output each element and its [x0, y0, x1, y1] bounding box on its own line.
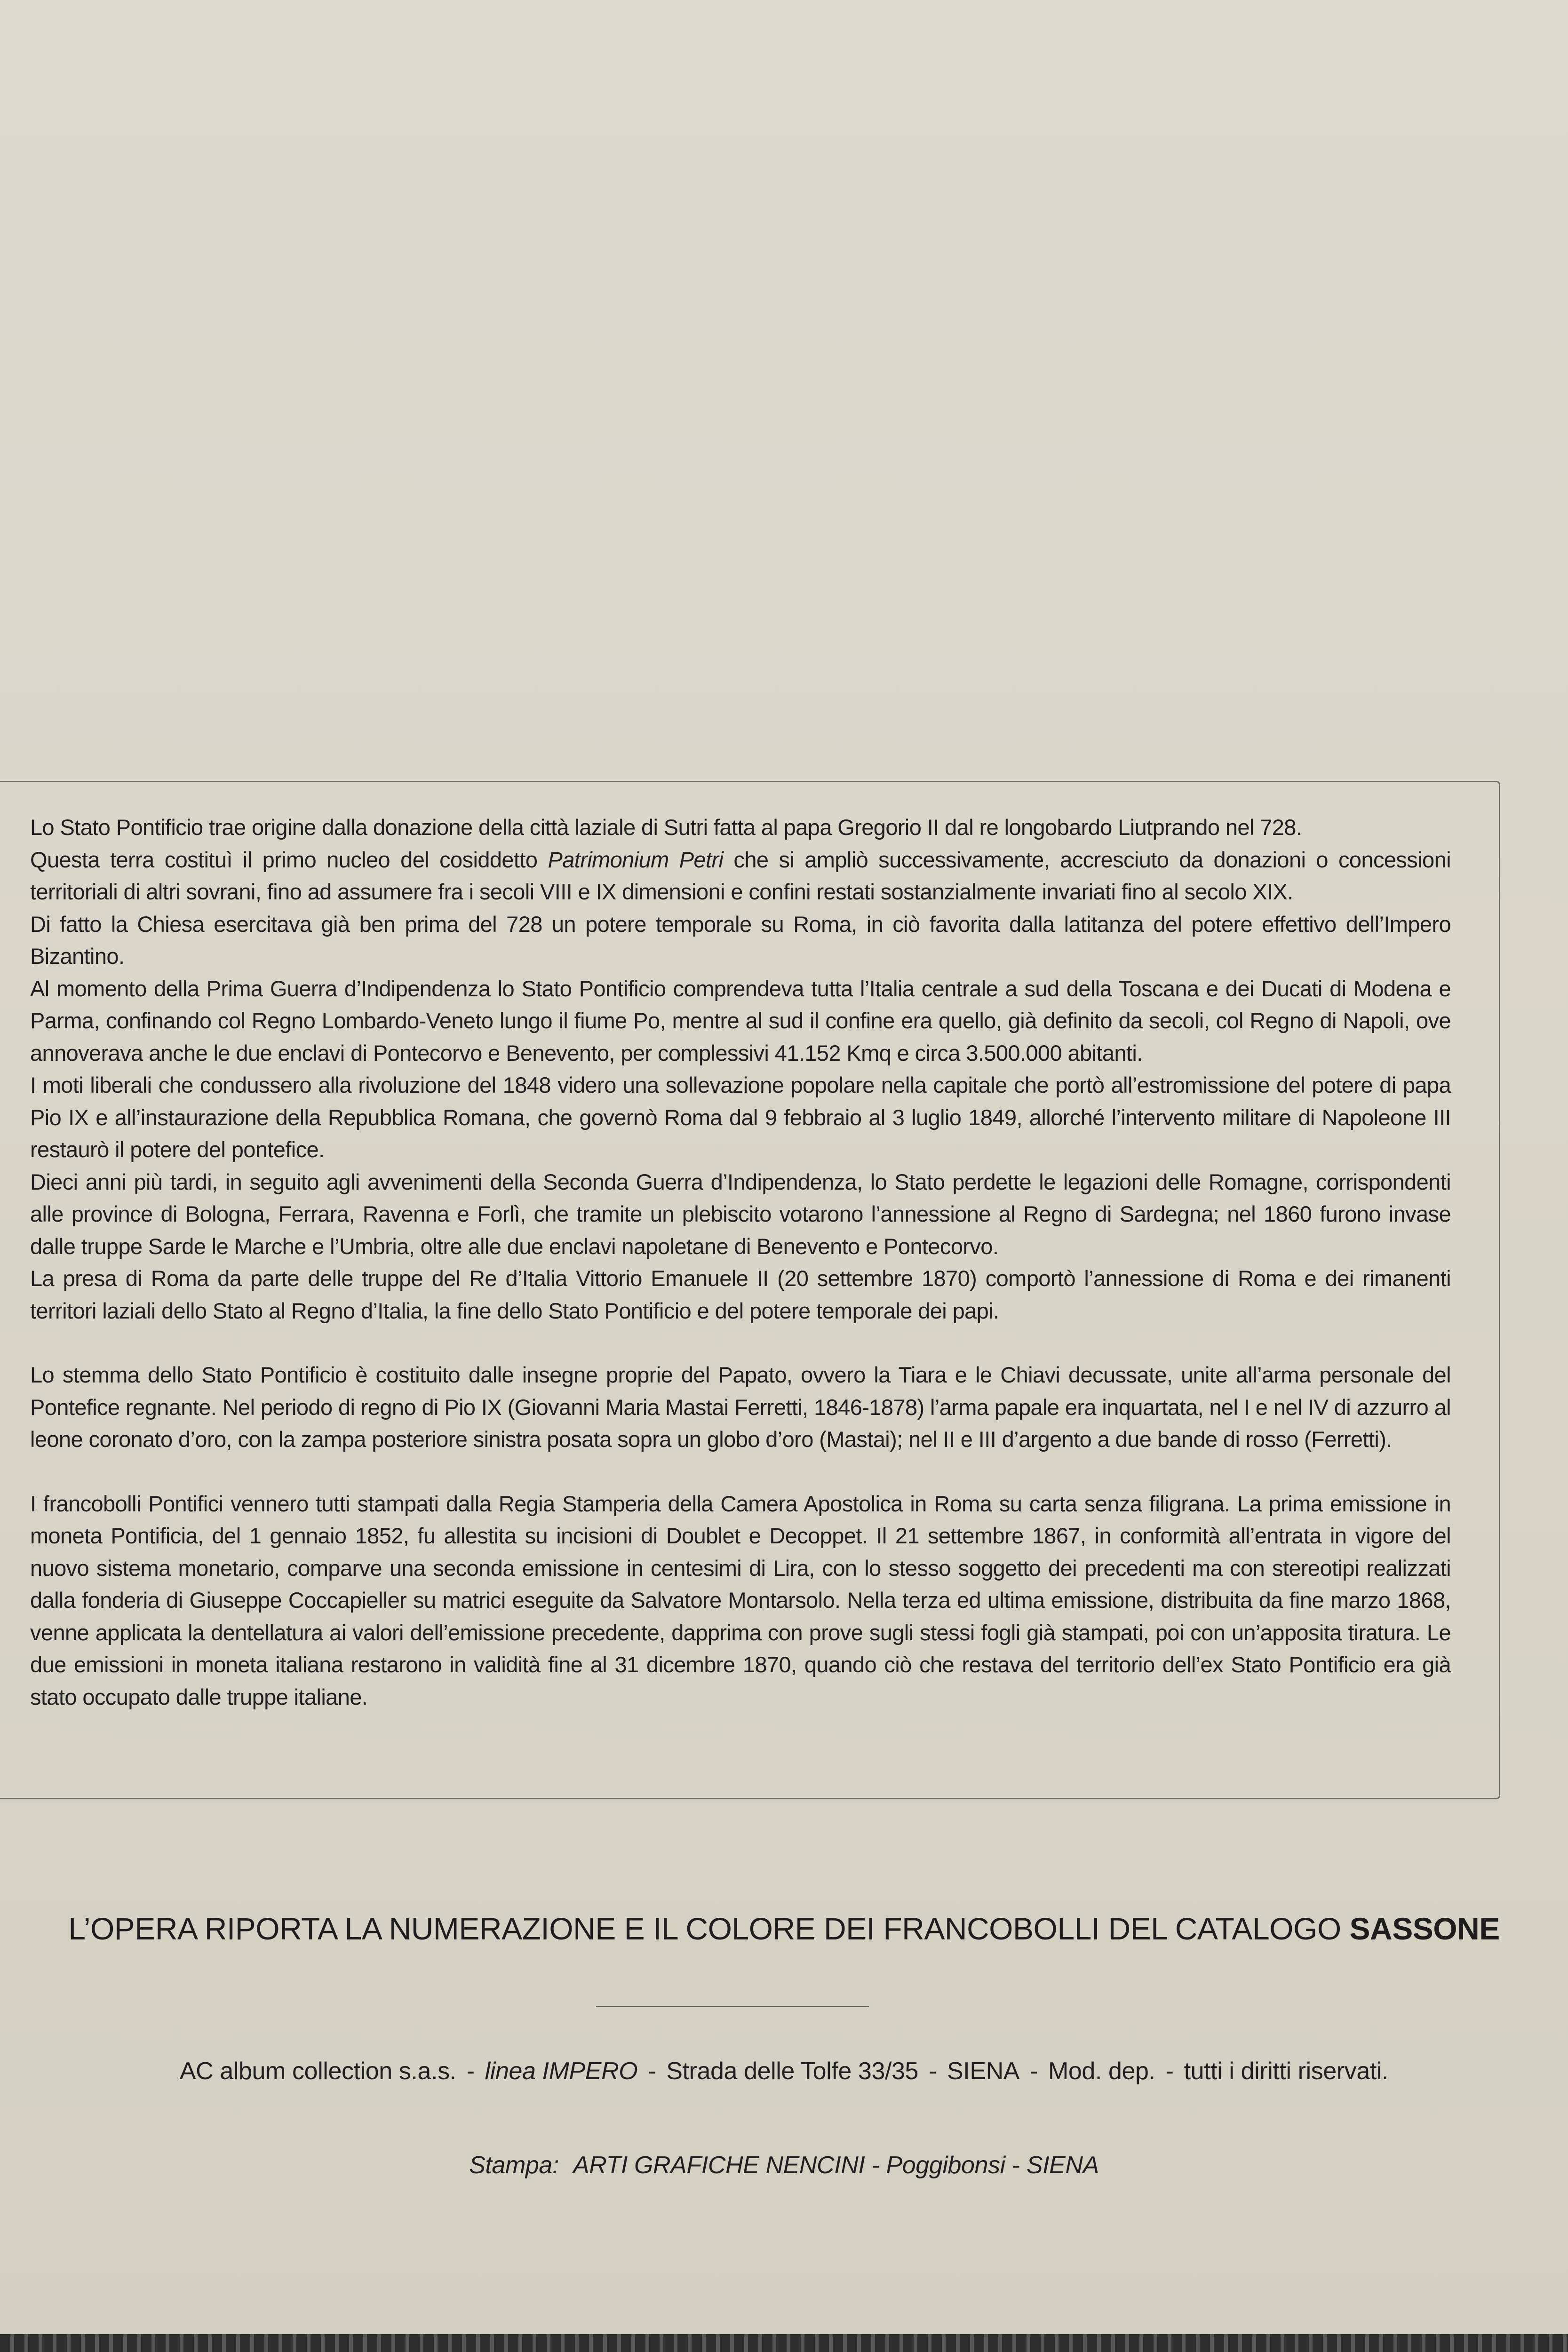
publisher-line: [0, 2055, 1568, 2088]
printer-line: [0, 2149, 1568, 2182]
publisher-product-line: linea IMPERO: [485, 2058, 638, 2085]
paragraph-gap: [30, 1456, 1451, 1488]
publisher-address: Strada delle Tolfe 33/35: [666, 2058, 919, 2085]
paragraph-capture-of-rome: La presa di Roma da parte delle truppe del Re d’Italia Vittorio Emanuele II (20 settembre 1870) comportò l’annessione di Roma e dei rimanenti territori laziali dello Stato al Regno d’Italia, la fine dello Stato Pontificio e del potere temporale dei papi.: [30, 1266, 1451, 1323]
paragraph-origin: [30, 811, 1451, 908]
publisher-mod-dep: Mod. dep.: [1048, 2058, 1155, 2085]
separator: -: [929, 2058, 937, 2085]
separator: -: [1030, 2058, 1038, 2085]
history-text: [30, 811, 1451, 1713]
separator: -: [648, 2058, 656, 2085]
bottom-edge-strip: [0, 2334, 1568, 2352]
catalog-note-text: L’OPERA RIPORTA LA NUMERAZIONE E IL COLORE DEI FRANCOBOLLI DEL CATALOGO: [68, 1911, 1350, 1946]
publisher-rights: tutti i diritti riservati.: [1184, 2058, 1389, 2085]
publisher-city: SIENA: [947, 2058, 1020, 2085]
paragraph-first-war: Al momento della Prima Guerra d’Indipendenza lo Stato Pontificio comprendeva tutta l’Italia centrale a sud della Toscana e dei Ducati di Modena e Parma, confinando col Regno Lombardo-Veneto lungo il fiume Po, mentre al sud il confine era quello, già definito da secoli, col Regno di Napoli, ove annoverava anche le due enclavi di Pontecorvo e Benevento, per complessivi 41.152 Kmq e circa 3.500.000 abitanti.: [30, 976, 1451, 1065]
catalog-brand: SASSONE: [1349, 1911, 1500, 1946]
paragraph-temporal-power: Di fatto la Chiesa esercitava già ben prima del 728 un potere temporale su Roma, in ciò favorita dalla latitanza del potere effettivo dell’Impero Bizantino.: [30, 911, 1451, 969]
paragraph-origin-line: Lo Stato Pontificio trae origine dalla donazione della città laziale di Sutri fatta al papa Gregorio II dal re longobardo Liutprando nel 728.: [30, 815, 1302, 840]
paragraph-gap: [30, 1327, 1451, 1359]
paragraph-second-war: Dieci anni più tardi, in seguito agli avvenimenti della Seconda Guerra d’Indipendenza, lo Stato perdette le legazioni delle Romagne, corrispondenti alle province di Bologna, Ferrara, Ravenna e Forlì, che tramite un plebiscito votarono l’annessione al Regno di Sardegna; nel 1860 furono invase dalle truppe Sarde le Marche e l’Umbria, oltre alle due enclavi napoletane di Benevento e Pontecorvo.: [30, 1169, 1451, 1259]
catalog-note: [0, 1910, 1568, 1947]
printer-name: ARTI GRAFICHE NENCINI: [573, 2152, 865, 2179]
printer-city: - Poggibonsi - SIENA: [871, 2152, 1099, 2179]
publisher-company: AC album collection s.a.s.: [179, 2058, 456, 2085]
paragraph-patrimonium-post: che si ampliò successivamente, accresciuto da donazioni o concessioni territoriali di altri sovrani, fino ad assumere fra i secoli VIII e IX dimensioni e confini restati sostanzialmente invariati fino al secolo XIX.: [30, 847, 1451, 904]
paragraph-patrimonium-pre: Questa terra costituì il primo nucleo del cosiddetto: [30, 847, 548, 872]
printer-label: Stampa:: [469, 2152, 559, 2179]
patrimonium-petri-term: Patrimonium Petri: [548, 847, 724, 872]
divider-line: [596, 2006, 869, 2007]
paragraph-stamps: I francobolli Pontifici vennero tutti stampati dalla Regia Stamperia della Camera Apostolica in Roma su carta senza filigrana. La prima emissione in moneta Pontificia, del 1 gennaio 1852, fu allestita su incisioni di Doublet e Decoppet. Il 21 settembre 1867, in conformità all’entrata in vigore del nuovo sistema monetario, comparve una seconda emissione in centesimi di Lira, con lo stesso soggetto dei precedenti ma con stereotipi realizzati dalla fonderia di Giuseppe Coccapieller su matrici eseguite da Salvatore Montarsolo. Nella terza ed ultima emissione, distribuita da fine marzo 1868, venne applicata la dentellatura ai valori dell’emissione precedente, dapprima con prove sugli stessi fogli già stampati, poi con un’apposita tiratura. Le due emissioni in moneta italiana restarono in validità fine al 31 dicembre 1870, quando ciò che restava del territorio dell’ex Stato Pontificio era già stato occupato dalle truppe italiane.: [30, 1491, 1451, 1709]
separator: -: [1165, 2058, 1174, 2085]
paragraph-1848: I moti liberali che condussero alla rivoluzione del 1848 videro una sollevazione popolare nella capitale che portò all’estromissione del potere di papa Pio IX e all’instaurazione della Repubblica Romana, che governò Roma dal 9 febbraio al 3 luglio 1849, allorché l’intervento militare di Napoleone III restaurò il potere del pontefice.: [30, 1073, 1451, 1162]
paragraph-coat-of-arms: Lo stemma dello Stato Pontificio è costituito dalle insegne proprie del Papato, ovvero la Tiara e le Chiavi decussate, unite all’arma personale del Pontefice regnante. Nel periodo di regno di Pio IX (Giovanni Maria Mastai Ferretti, 1846-1878) l’arma papale era inquartata, nel I e nel IV di azzurro al leone coronato d’oro, con la zampa posteriore sinistra posata sopra un globo d’oro (Mastai); nel II e III d’argento a due bande di rosso (Ferretti).: [30, 1362, 1451, 1452]
separator: -: [466, 2058, 475, 2085]
